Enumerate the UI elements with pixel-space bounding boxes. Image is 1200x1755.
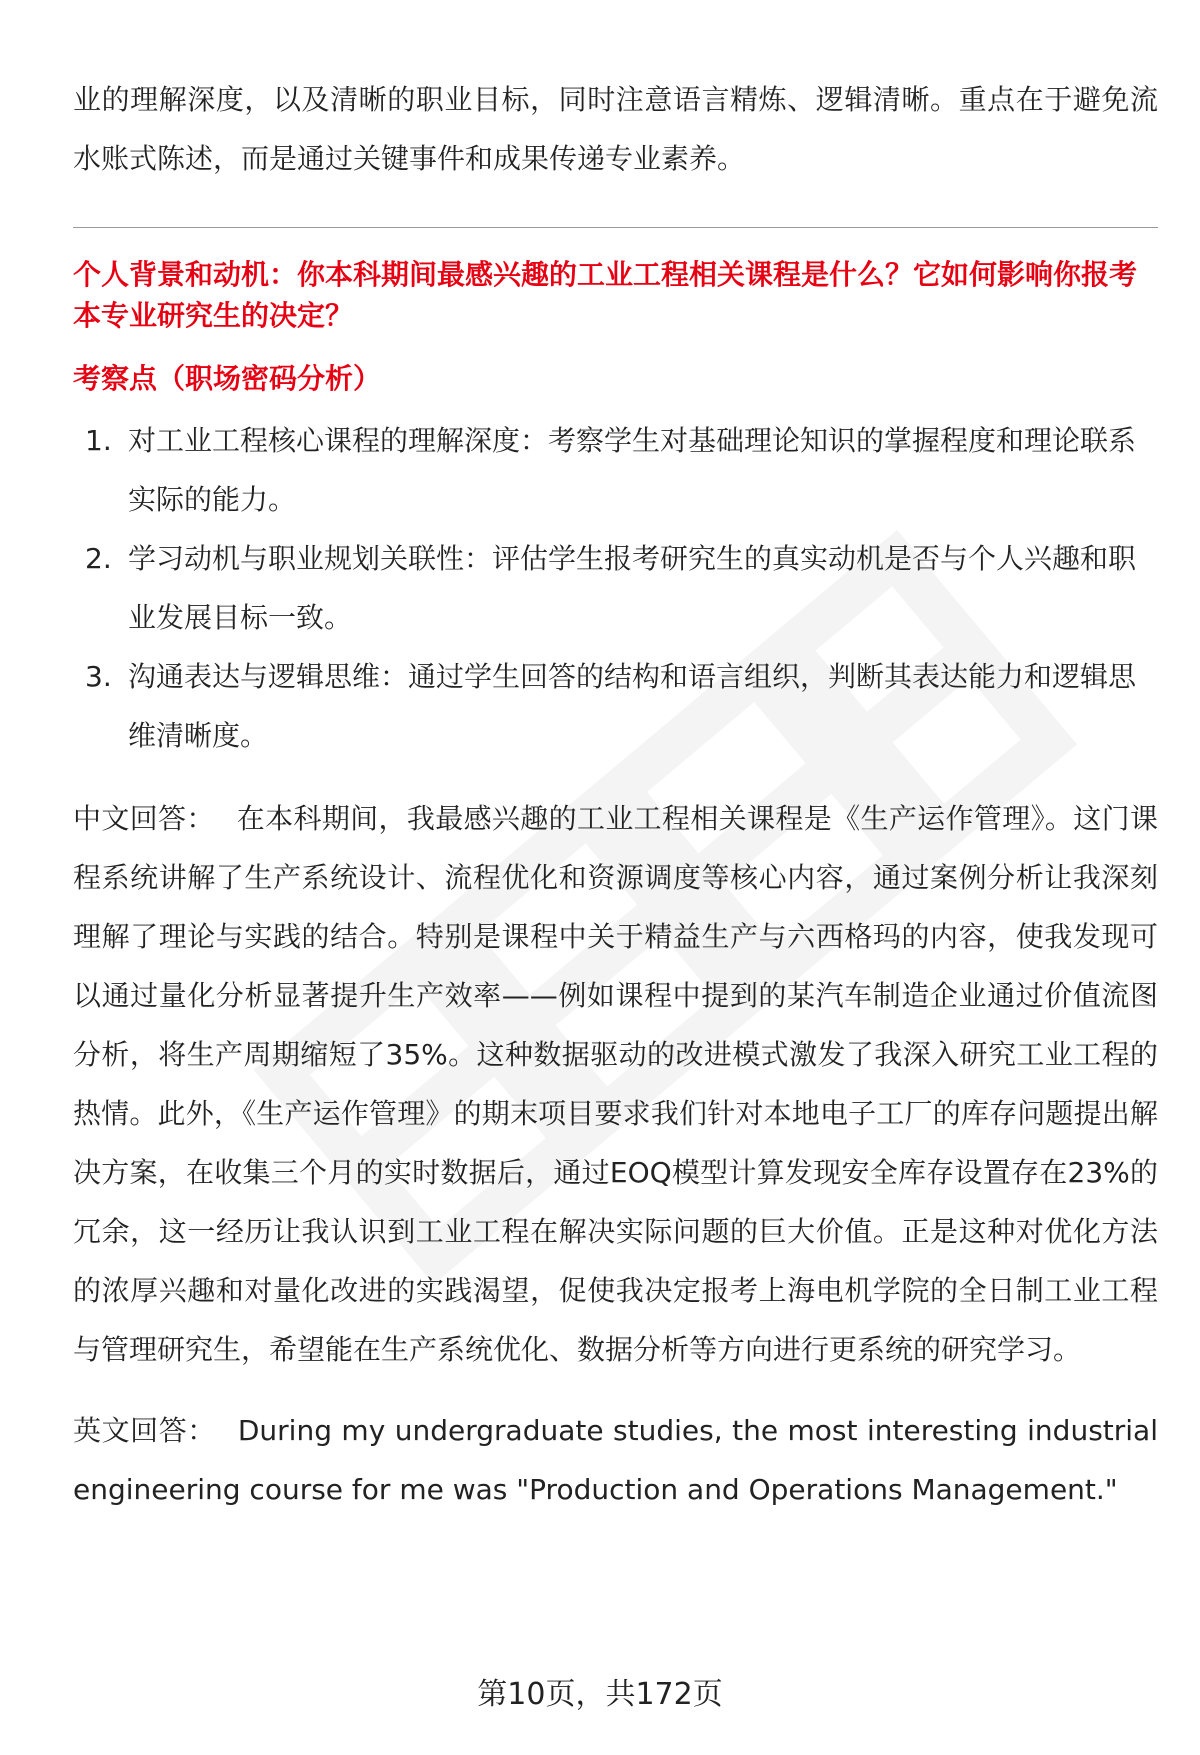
chinese-answer: [73, 789, 1158, 1379]
point-item: [73, 411, 1158, 529]
english-answer-text: During my undergraduate studies, the most interesting industrial engineering course for me was "Production and Operations Management.": [73, 1414, 1158, 1506]
point-number: 2.: [85, 542, 112, 575]
question-heading: 个人背景和动机：你本科期间最感兴趣的工业工程相关课程是什么？它如何影响你报考本专业研究生的决定？: [73, 258, 1138, 332]
chinese-answer-text: 在本科期间，我最感兴趣的工业工程相关课程是《生产运作管理》。这门课程系统讲解了生产系统设计、流程优化和资源调度等核心内容，通过案例分析让我深刻理解了理论与实践的结合。特别是课程中关于精益生产与六西格玛的内容，使我发现可以通过量化分析显著提升生产效率——例如课程中提到的某汽车制造企业通过价值流图分析，将生产周期缩短了35%。这种数据驱动的改进模式激发了我深入研究工业工程的热情。此外，《生产运作管理》的期末项目要求我们针对本地电子工厂的库存问题提出解决方案，在收集三个月的实时数据后，通过EOQ模型计算发现安全库存设置存在23%的冗余，这一经历让我认识到工业工程在解决实际问题的巨大价值。正是这种对优化方法的浓厚兴趣和对量化改进的实践渴望，促使我决定报考上海电机学院的全日制工业工程与管理研究生，希望能在生产系统优化、数据分析等方向进行更系统的研究学习。: [73, 802, 1158, 1366]
point-text: 对工业工程核心课程的理解深度：考察学生对基础理论知识的掌握程度和理论联系实际的能力。: [128, 424, 1137, 516]
points-list: [73, 411, 1158, 765]
intro-paragraph: 业的理解深度，以及清晰的职业目标，同时注意语言精炼、逻辑清晰。重点在于避免流水账式陈述，而是通过关键事件和成果传递专业素养。: [73, 83, 1158, 175]
page-footer: 第10页，共172页: [477, 1677, 723, 1712]
english-answer-label: 英文回答：: [73, 1414, 216, 1447]
section-divider: [73, 227, 1158, 228]
point-number: 1.: [85, 424, 112, 457]
point-number: 3.: [85, 660, 112, 693]
point-text: 学习动机与职业规划关联性：评估学生报考研究生的真实动机是否与个人兴趣和职业发展目标一致。: [128, 542, 1137, 634]
point-text: 沟通表达与逻辑思维：通过学生回答的结构和语言组织，判断其表达能力和逻辑思维清晰度。: [128, 660, 1137, 752]
chinese-answer-label: 中文回答：: [73, 802, 215, 835]
point-item: [73, 647, 1158, 765]
document-page: [73, 70, 1158, 1519]
points-title: 考察点（职场密码分析）: [73, 362, 382, 395]
english-answer: [73, 1401, 1158, 1519]
point-item: [73, 529, 1158, 647]
